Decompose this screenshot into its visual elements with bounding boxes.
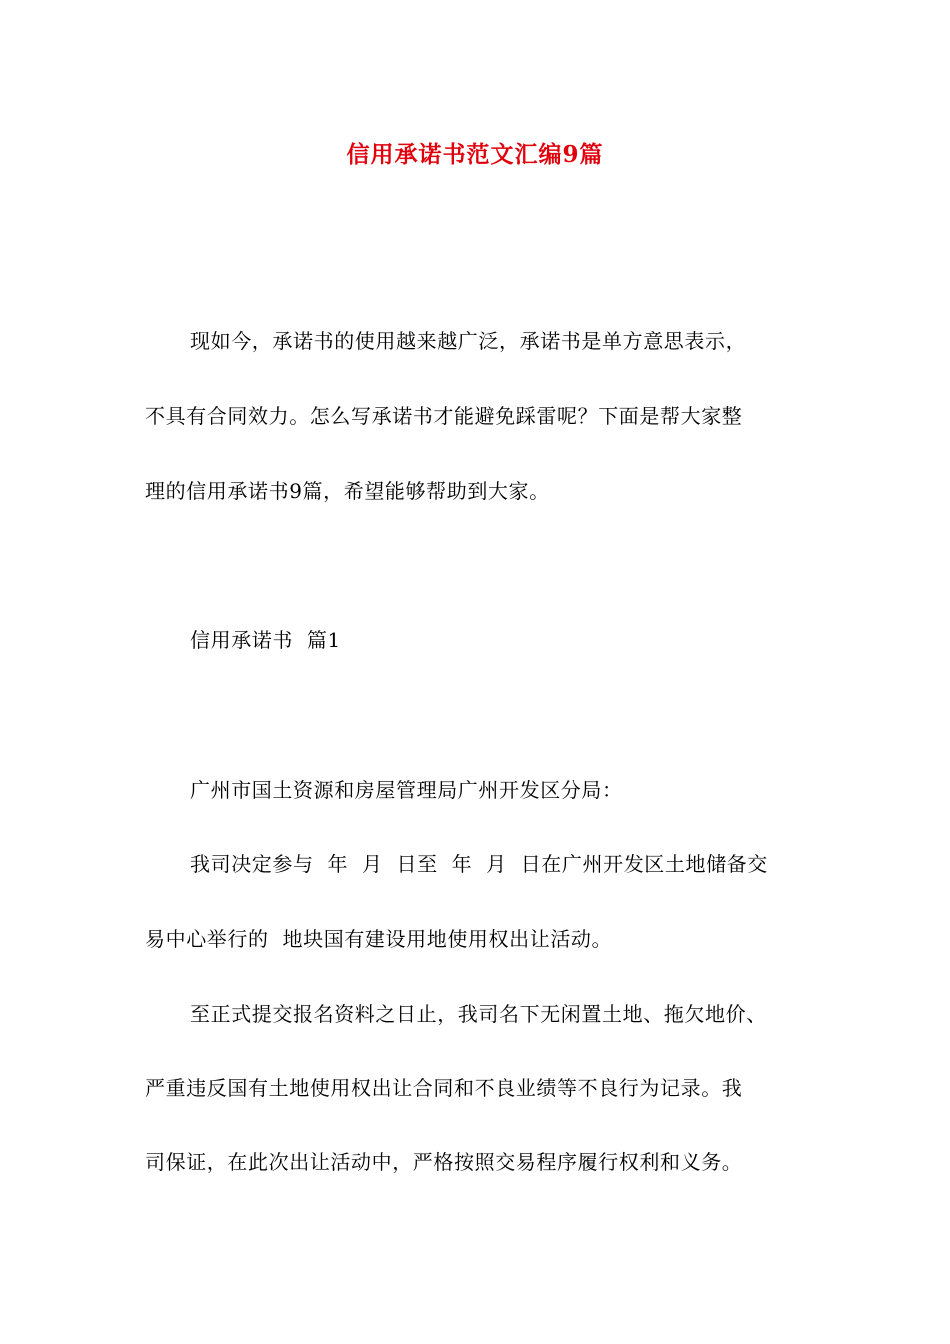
paragraph-2-line-3: 司保证，在此次出让活动中，严格按照交易程序履行权利和义务。 — [145, 1150, 743, 1174]
addressee: 广州市国土资源和房屋管理局广州开发区分局： — [190, 778, 623, 802]
intro-line-3: 理的信用承诺书9篇，希望能够帮助到大家。 — [145, 479, 550, 503]
paragraph-1-line-1: 我司决定参与 年 月 日至 年 月 日在广州开发区土地储备交 — [190, 852, 768, 876]
section-heading: 信用承诺书 篇1 — [190, 628, 341, 652]
paragraph-2-line-1: 至正式提交报名资料之日止，我司名下无闲置土地、拖欠地价、 — [190, 1002, 767, 1026]
intro-line-2: 不具有合同效力。怎么写承诺书才能避免踩雷呢？下面是帮大家整 — [145, 404, 743, 428]
paragraph-1-line-2: 易中心举行的 地块国有建设用地使用权出让活动。 — [145, 927, 613, 951]
paragraph-2-line-2: 严重违反国有土地使用权出让合同和不良业绩等不良行为记录。我 — [145, 1076, 743, 1100]
document-title: 信用承诺书范文汇编9篇 — [346, 141, 604, 168]
intro-line-1: 现如今，承诺书的使用越来越广泛，承诺书是单方意思表示， — [190, 329, 747, 353]
